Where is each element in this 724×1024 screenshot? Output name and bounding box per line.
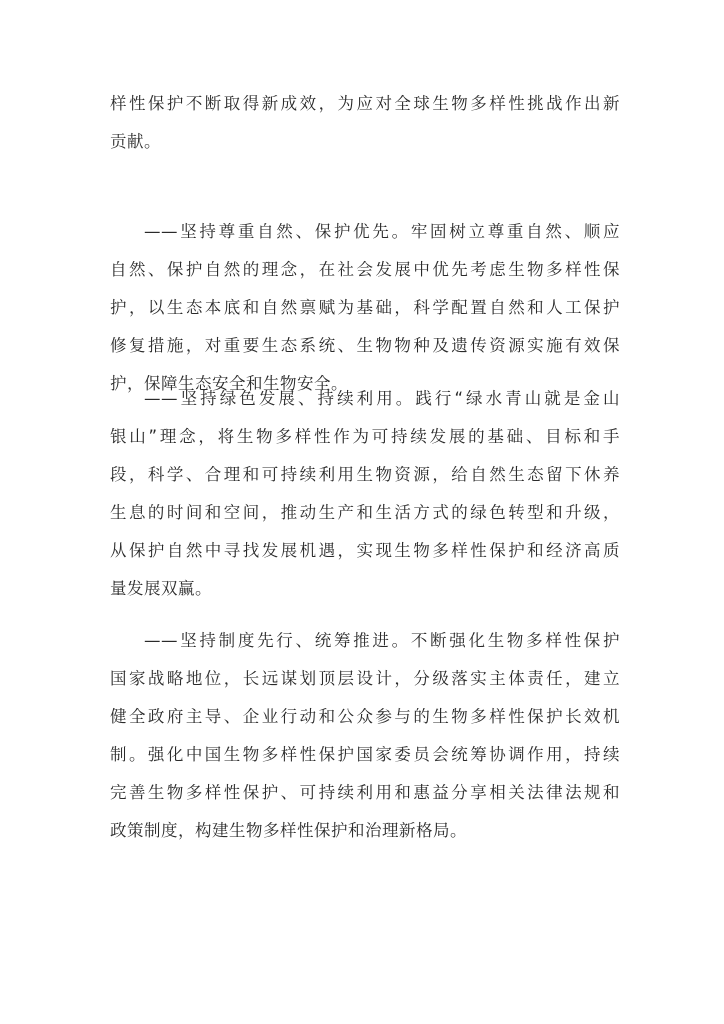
paragraph-institutions-first xyxy=(110,622,620,850)
text-line: 从保护自然中寻找发展机遇，实现生物多样性保护和经济高质 xyxy=(110,541,620,560)
text-line: 国家战略地位，长远谋划顶层设计，分级落实主体责任，建立 xyxy=(110,669,620,688)
paragraph-respect-nature xyxy=(110,213,620,403)
text-line: 健全政府主导、企业行动和公众参与的生物多样性保护长效机 xyxy=(110,707,620,726)
text-line: 护，保障生态安全和生物安全。 xyxy=(110,374,348,393)
text-line: 政策制度，构建生物多样性保护和治理新格局。 xyxy=(110,821,467,840)
text-line: 自然、保护自然的理念，在社会发展中优先考虑生物多样性保 xyxy=(110,260,620,279)
paragraph-green-development xyxy=(110,380,620,608)
text-line: 护，以生态本底和自然禀赋为基础，科学配置自然和人工保护 xyxy=(110,298,620,317)
text-line: 量发展双赢。 xyxy=(110,579,212,598)
text-line: 生息的时间和空间，推动生产和生活方式的绿色转型和升级， xyxy=(110,503,620,522)
text-line: 完善生物多样性保护、可持续利用和惠益分享相关法律法规和 xyxy=(110,783,620,802)
paragraph-continuation xyxy=(110,85,620,161)
text-line: 制。强化中国生物多样性保护国家委员会统筹协调作用，持续 xyxy=(110,745,620,764)
text-line: 银山”理念，将生物多样性作为可持续发展的基础、目标和手 xyxy=(110,427,620,446)
text-line: ——坚持绿色发展、持续利用。践行“绿水青山就是金山 xyxy=(144,389,620,408)
text-line: 段，科学、合理和可持续利用生物资源，给自然生态留下休养 xyxy=(110,465,620,484)
text-line: 贡献。 xyxy=(110,132,161,151)
text-line: ——坚持尊重自然、保护优先。牢固树立尊重自然、顺应 xyxy=(144,222,620,241)
text-line: ——坚持制度先行、统筹推进。不断强化生物多样性保护 xyxy=(144,631,620,650)
text-line: 样性保护不断取得新成效，为应对全球生物多样性挑战作出新 xyxy=(110,94,620,113)
text-line: 修复措施，对重要生态系统、生物物种及遗传资源实施有效保 xyxy=(110,336,620,355)
